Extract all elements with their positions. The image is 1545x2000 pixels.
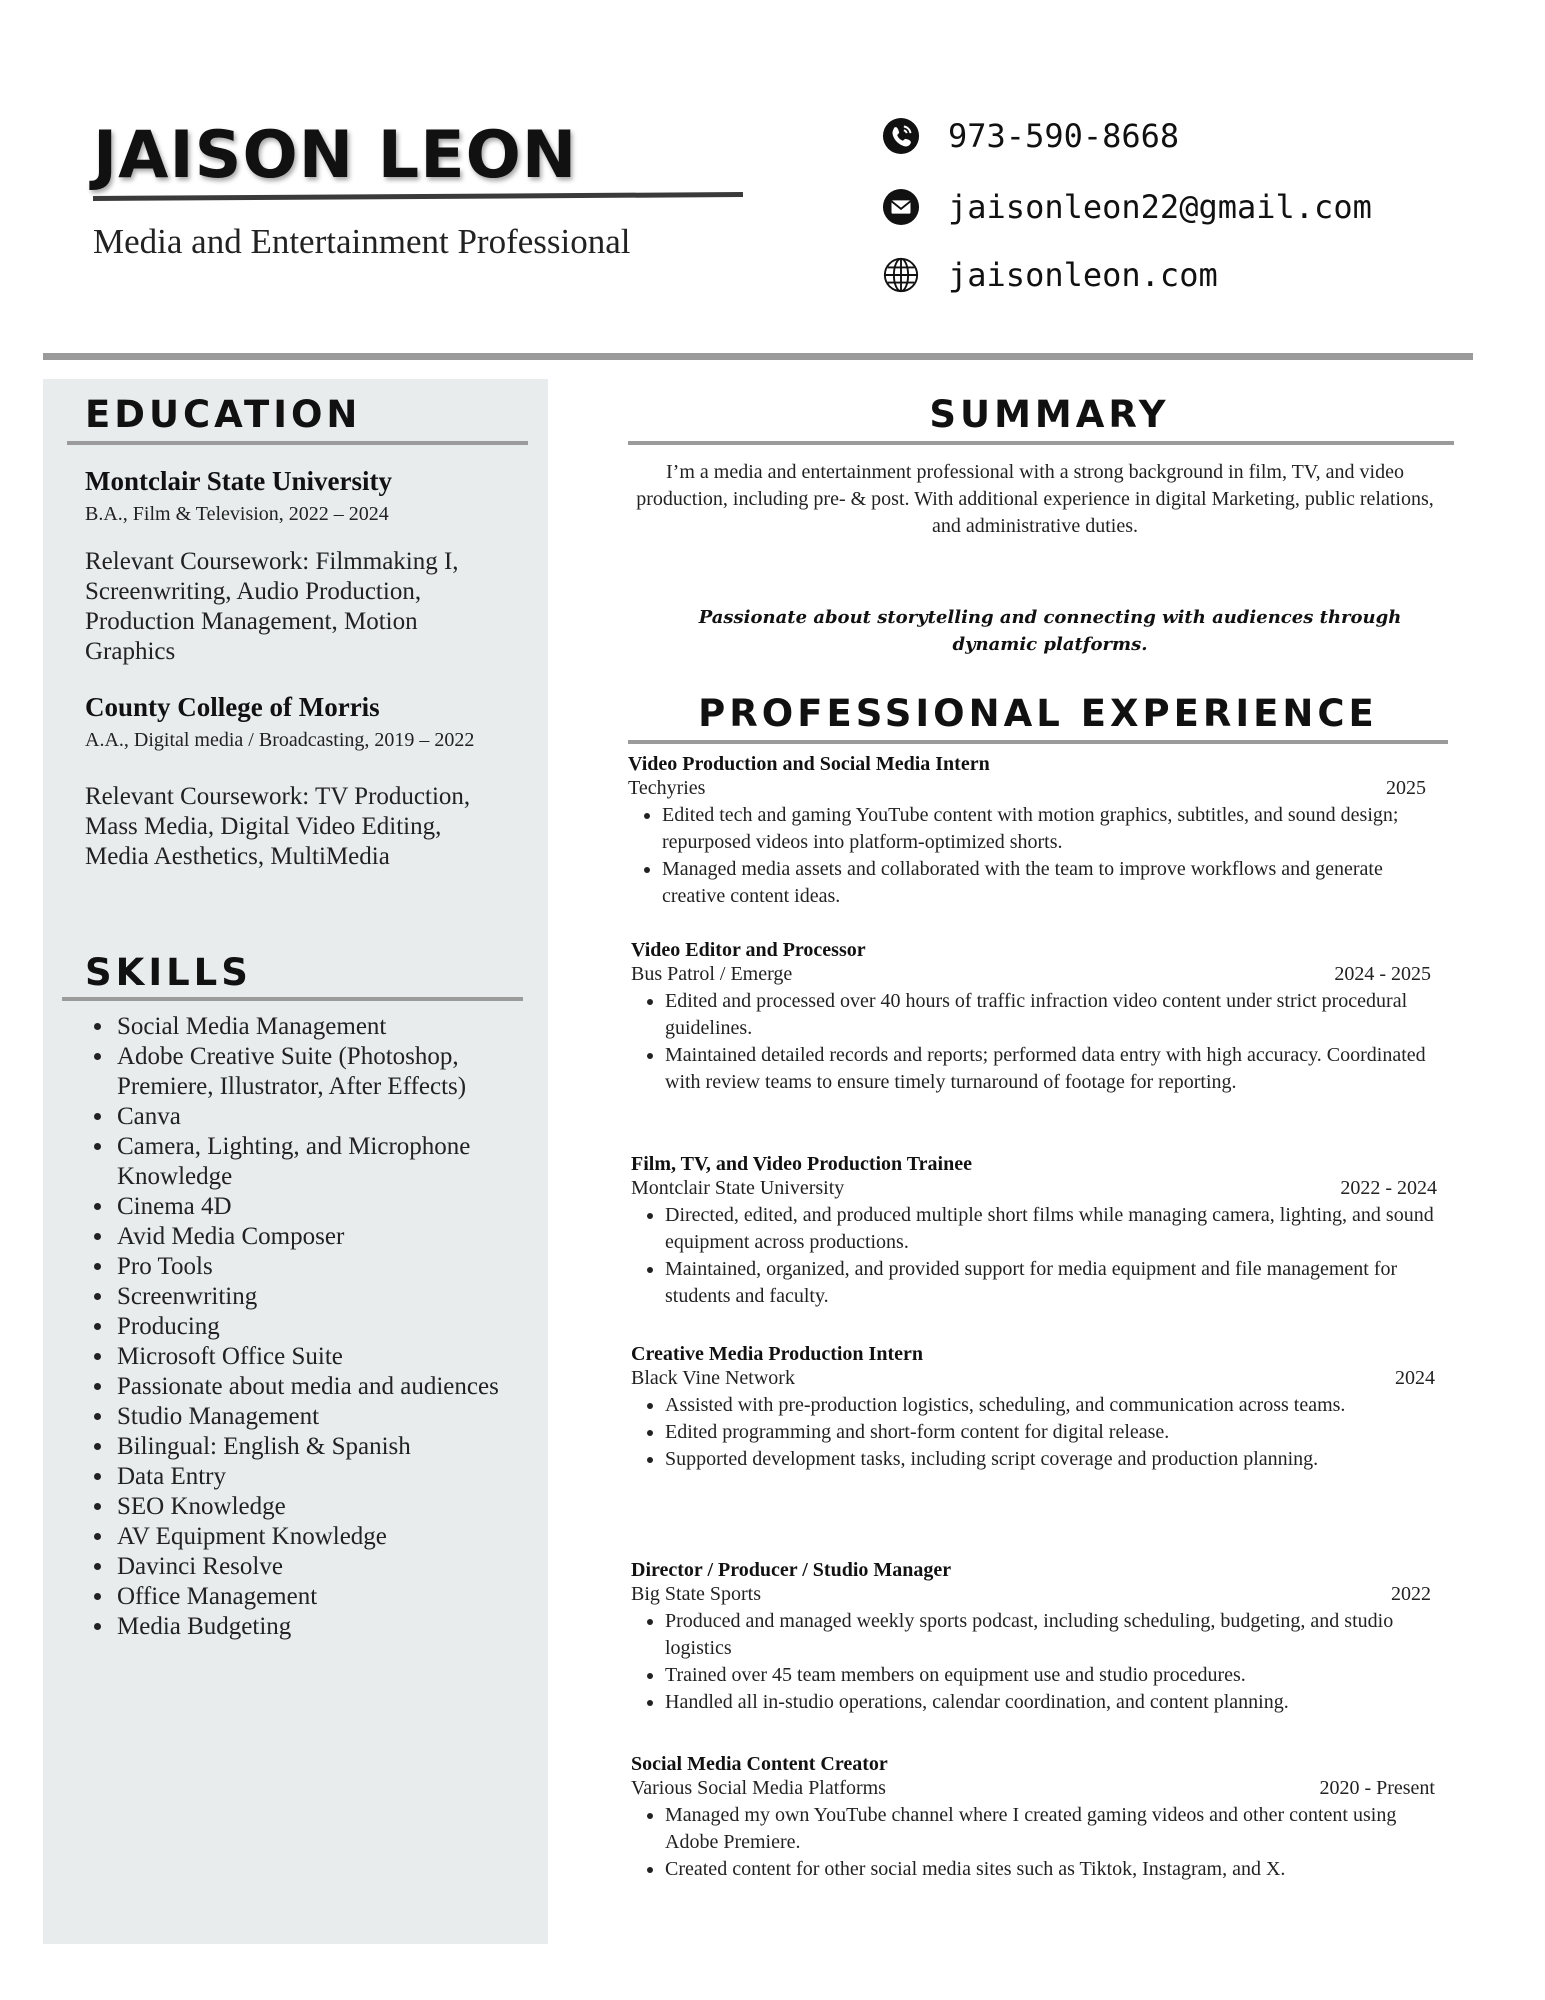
website-url: jaisonleon.com <box>948 256 1218 294</box>
summary-heading: SUMMARY <box>929 393 1170 436</box>
list-item: • Avid Media Composer <box>115 1222 545 1252</box>
list-item: • Davinci Resolve <box>115 1552 545 1582</box>
education-heading: EDUCATION <box>85 393 362 436</box>
job-entry <box>631 1752 1435 1883</box>
list-item: • Created content for other social media sites such as Tiktok, Instagram, and X. <box>665 1856 1435 1883</box>
job-entry <box>631 938 1431 1096</box>
skills-list <box>85 1012 545 1642</box>
list-item: • Screenwriting <box>115 1282 545 1312</box>
job-meta <box>631 1776 1435 1800</box>
list-item: • Bilingual: English & Spanish <box>115 1432 545 1462</box>
summary-divider <box>628 441 1454 445</box>
list-item: • Produced and managed weekly sports podcast, including scheduling, budgeting, and studio logistics <box>665 1608 1431 1662</box>
summary-text: I’m a media and entertainment professional with a strong background in film, TV, and video production, including pre- & post. With additional experience in digital Marketing, public relations, and administrative duties. <box>636 461 1434 537</box>
job-title: Film, TV, and Video Production Trainee <box>631 1153 972 1175</box>
contact-email <box>882 189 1372 225</box>
job-entry <box>631 1558 1431 1716</box>
job-meta <box>631 1176 1437 1200</box>
job-entry <box>628 752 1426 910</box>
list-item: • Maintained detailed records and reports; performed data entry with high accuracy. Coordinated with review teams to ensure timely turnaround of footage for reporting. <box>665 1042 1431 1096</box>
list-item: • AV Equipment Knowledge <box>115 1522 545 1552</box>
list-item: • Edited and processed over 40 hours of traffic infraction video content under strict procedural guidelines. <box>665 988 1431 1042</box>
job-dates: 2022 - 2024 <box>1340 1177 1437 1199</box>
email-address: jaisonleon22@gmail.com <box>948 188 1372 226</box>
list-item: • Cinema 4D <box>115 1192 545 1222</box>
list-item: • Edited tech and gaming YouTube content with motion graphics, subtitles, and sound design; repurposed videos into platform-optimized shorts. <box>662 802 1426 856</box>
candidate-name: JAISON LEON <box>93 118 578 193</box>
job-company: Big State Sports <box>631 1583 762 1605</box>
list-item: • Managed my own YouTube channel where I created gaming videos and other content using Adobe Premiere. <box>665 1802 1435 1856</box>
education-coursework: Relevant Coursework: Filmmaking I, Screenwriting, Audio Production, Production Management, Motion Graphics <box>85 548 459 665</box>
job-entry <box>631 1342 1435 1473</box>
job-title: Video Production and Social Media Intern <box>628 753 990 775</box>
job-bullets <box>631 1608 1431 1716</box>
phone-icon <box>882 117 920 155</box>
job-meta <box>631 962 1431 986</box>
job-dates: 2025 <box>1386 777 1426 799</box>
skills-heading: SKILLS <box>85 951 252 994</box>
experience-heading: PROFESSIONAL EXPERIENCE <box>698 692 1378 735</box>
list-item: • Camera, Lighting, and Microphone Knowledge <box>115 1132 545 1192</box>
list-item: • Edited programming and short-form content for digital release. <box>665 1419 1435 1446</box>
job-dates: 2024 <box>1395 1367 1435 1389</box>
job-dates: 2020 - Present <box>1319 1777 1435 1799</box>
list-item: • Handled all in-studio operations, calendar coordination, and content planning. <box>665 1689 1431 1716</box>
job-bullets <box>628 802 1426 910</box>
job-bullets <box>631 1392 1435 1473</box>
list-item: • Canva <box>115 1102 545 1132</box>
skills-divider <box>62 997 523 1001</box>
mail-icon <box>882 188 920 226</box>
job-bullets <box>631 1802 1435 1883</box>
education-coursework: Relevant Coursework: TV Production, Mass Media, Digital Video Editing, Media Aesthetics, MultiMedia <box>85 783 471 870</box>
education-degree: B.A., Film & Television, 2022 – 2024 <box>85 503 389 525</box>
list-item: • Producing <box>115 1312 545 1342</box>
job-bullets <box>631 988 1431 1096</box>
list-item: • Supported development tasks, including script coverage and production planning. <box>665 1446 1435 1473</box>
list-item: • Maintained, organized, and provided support for media equipment and file management for students and faculty. <box>665 1256 1437 1310</box>
education-school: Montclair State University <box>85 466 392 496</box>
job-dates: 2024 - 2025 <box>1334 963 1431 985</box>
job-entry <box>631 1152 1437 1310</box>
globe-icon <box>882 256 920 294</box>
job-title: Social Media Content Creator <box>631 1753 888 1775</box>
name-underline <box>93 192 743 201</box>
list-item: • SEO Knowledge <box>115 1492 545 1522</box>
list-item: • Pro Tools <box>115 1252 545 1282</box>
list-item: • Media Budgeting <box>115 1612 545 1642</box>
job-title: Creative Media Production Intern <box>631 1343 924 1365</box>
job-title: Video Editor and Processor <box>631 939 866 961</box>
header-divider <box>43 353 1473 360</box>
job-company: Bus Patrol / Emerge <box>631 963 793 985</box>
job-meta <box>628 776 1426 800</box>
contact-phone <box>882 118 1372 154</box>
job-bullets <box>631 1202 1437 1310</box>
experience-divider <box>628 740 1448 744</box>
job-company: Black Vine Network <box>631 1367 795 1389</box>
list-item: • Passionate about media and audiences <box>115 1372 545 1402</box>
job-meta <box>631 1582 1431 1606</box>
list-item: • Adobe Creative Suite (Photoshop, Premiere, Illustrator, After Effects) <box>115 1042 545 1102</box>
job-dates: 2022 <box>1391 1583 1431 1605</box>
contact-block <box>882 118 1372 328</box>
list-item: • Directed, edited, and produced multiple short films while managing camera, lighting, and sound equipment across productions. <box>665 1202 1437 1256</box>
list-item: • Social Media Management <box>115 1012 545 1042</box>
list-item: • Studio Management <box>115 1402 545 1432</box>
list-item: • Microsoft Office Suite <box>115 1342 545 1372</box>
list-item: • Assisted with pre-production logistics, scheduling, and communication across teams. <box>665 1392 1435 1419</box>
job-meta <box>631 1366 1435 1390</box>
education-degree: A.A., Digital media / Broadcasting, 2019 – 2022 <box>85 729 475 751</box>
education-school: County College of Morris <box>85 692 380 722</box>
list-item: • Trained over 45 team members on equipment use and studio procedures. <box>665 1662 1431 1689</box>
contact-website <box>882 257 1372 293</box>
list-item: • Office Management <box>115 1582 545 1612</box>
list-item: • Data Entry <box>115 1462 545 1492</box>
list-item: • Managed media assets and collaborated with the team to improve workflows and generate creative content ideas. <box>662 856 1426 910</box>
job-company: Montclair State University <box>631 1177 845 1199</box>
summary-tagline: Passionate about storytelling and connecting with audiences through dynamic platforms. <box>698 607 1402 655</box>
job-company: Various Social Media Platforms <box>631 1777 886 1799</box>
candidate-title: Media and Entertainment Professional <box>93 222 631 261</box>
education-divider <box>67 441 528 445</box>
job-company: Techyries <box>628 777 706 799</box>
job-title: Director / Producer / Studio Manager <box>631 1559 952 1581</box>
phone-number: 973-590-8668 <box>948 117 1180 155</box>
